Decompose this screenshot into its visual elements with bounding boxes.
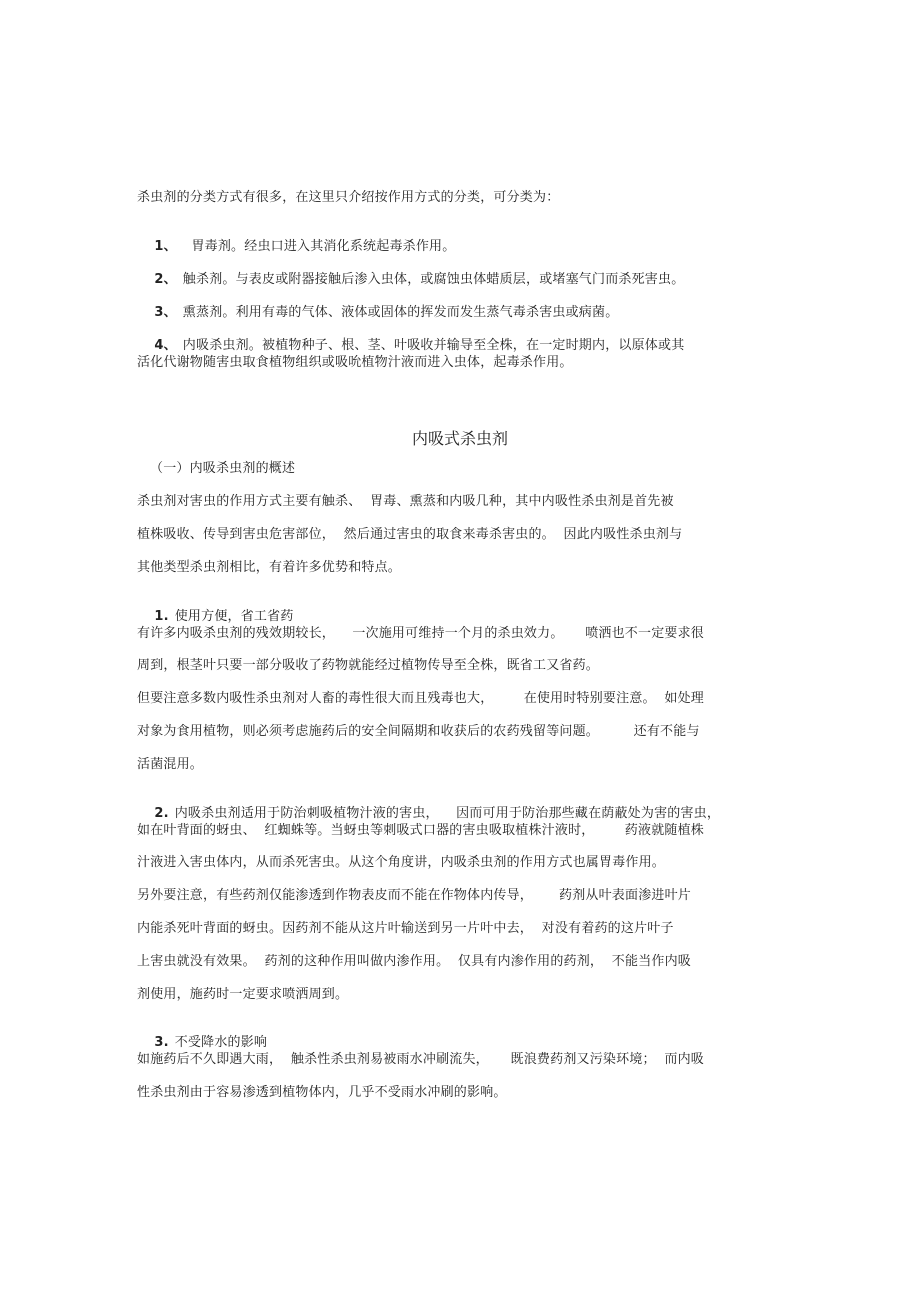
intro-paragraph: 杀虫剂的分类方式有很多，在这里只介绍按作用方式的分类，可分类为： — [137, 190, 560, 205]
paragraph-line: 对象为食用植物，则必须考虑施药后的安全间隔期和收获后的农药残留等问题。 还有不能与 — [137, 724, 700, 739]
paragraph-line: 但要注意多数内吸性杀虫剂对人畜的毒性很大而且残毒也大， 在使用时特别要注意。 如处理 — [137, 691, 704, 706]
category-item-4-continued: 活化代谢物随害虫取食植物组织或吸吮植物汁液而进入虫体，起毒杀作用。 — [137, 355, 573, 370]
overview-line: 杀虫剂对害虫的作用方式主要有触杀、 胃毒、熏蒸和内吸几种，其中内吸性杀虫剂是首先被 — [137, 494, 674, 509]
point-number: 1. — [154, 609, 169, 624]
point-heading-text: 不受降水的影响 — [174, 1035, 268, 1050]
paragraph-line: 活菌混用。 — [137, 757, 204, 772]
point-heading-text: 内吸杀虫剂适用于防治刺吸植物汁液的害虫， 因而可用于防治那些藏在荫蔽处为害的害虫， — [174, 806, 721, 821]
category-text: 胃毒剂。经虫口进入其消化系统起毒杀作用。 — [182, 239, 456, 254]
paragraph-line: 汁液进入害虫体内，从而杀死害虫。从这个角度讲，内吸杀虫剂的作用方式也属胃毒作用。 — [137, 855, 666, 870]
point-number: 3. — [154, 1035, 169, 1050]
paragraph-line: 上害虫就没有效果。 药剂的这种作用叫做内渗作用。 仅具有内渗作用的药剂， 不能当作内吸 — [137, 954, 691, 969]
paragraph-line: 如在叶背面的蚜虫、 红蜘蛛等。当蚜虫等刺吸式口器的害虫吸取植株汁液时， 药液就随植株 — [137, 823, 704, 838]
subsection-heading: （一）内吸杀虫剂的概述 — [150, 461, 296, 476]
point-heading-text: 使用方便，省工省药 — [174, 609, 294, 624]
category-text: 内吸杀虫剂。被植物种子、根、茎、叶吸收并输导至全株，在一定时期内，以原体或其 — [182, 338, 685, 353]
section-title: 内吸式杀虫剂 — [411, 429, 508, 448]
paragraph-line: 内能杀死叶背面的蚜虫。因药剂不能从这片叶输送到另一片叶中去， 对没有着药的这片叶子 — [137, 921, 674, 936]
paragraph-line: 周到，根茎叶只要一部分吸收了药物就能经过植物传导至全株，既省工又省药。 — [137, 658, 600, 673]
category-text: 触杀剂。与表皮或附器接触后渗入虫体，或腐蚀虫体蜡质层，或堵塞气门而杀死害虫。 — [182, 272, 685, 287]
point-number: 2. — [154, 806, 169, 821]
paragraph-line: 如施药后不久即遇大雨， 触杀性杀虫剂易被雨水冲刷流失， 既浪费药剂又污染环境； 而内吸 — [137, 1052, 704, 1067]
category-text: 熏蒸剂。利用有毒的气体、液体或固体的挥发而发生蒸气毒杀害虫或病菌。 — [182, 305, 619, 320]
category-number: 4、 — [154, 338, 177, 353]
category-number: 1、 — [154, 239, 177, 254]
category-number: 3、 — [154, 305, 177, 320]
overview-line: 植株吸收、传导到害虫危害部位， 然后通过害虫的取食来毒杀害虫的。 因此内吸性杀虫剂与 — [137, 527, 683, 542]
paragraph-line: 另外要注意，有些药剂仅能渗透到作物表皮而不能在作物体内传导， 药剂从叶表面渗进叶片 — [137, 888, 691, 903]
category-number: 2、 — [154, 272, 177, 287]
overview-line: 其他类型杀虫剂相比，有着许多优势和特点。 — [137, 560, 402, 575]
paragraph-line: 剂使用，施药时一定要求喷洒周到。 — [137, 987, 349, 1002]
paragraph-line: 有许多内吸杀虫剂的残效期较长， 一次施用可维持一个月的杀虫效力。 喷洒也不一定要求很 — [137, 626, 704, 641]
paragraph-line: 性杀虫剂由于容易渗透到植物体内，几乎不受雨水冲刷的影响。 — [137, 1085, 507, 1100]
